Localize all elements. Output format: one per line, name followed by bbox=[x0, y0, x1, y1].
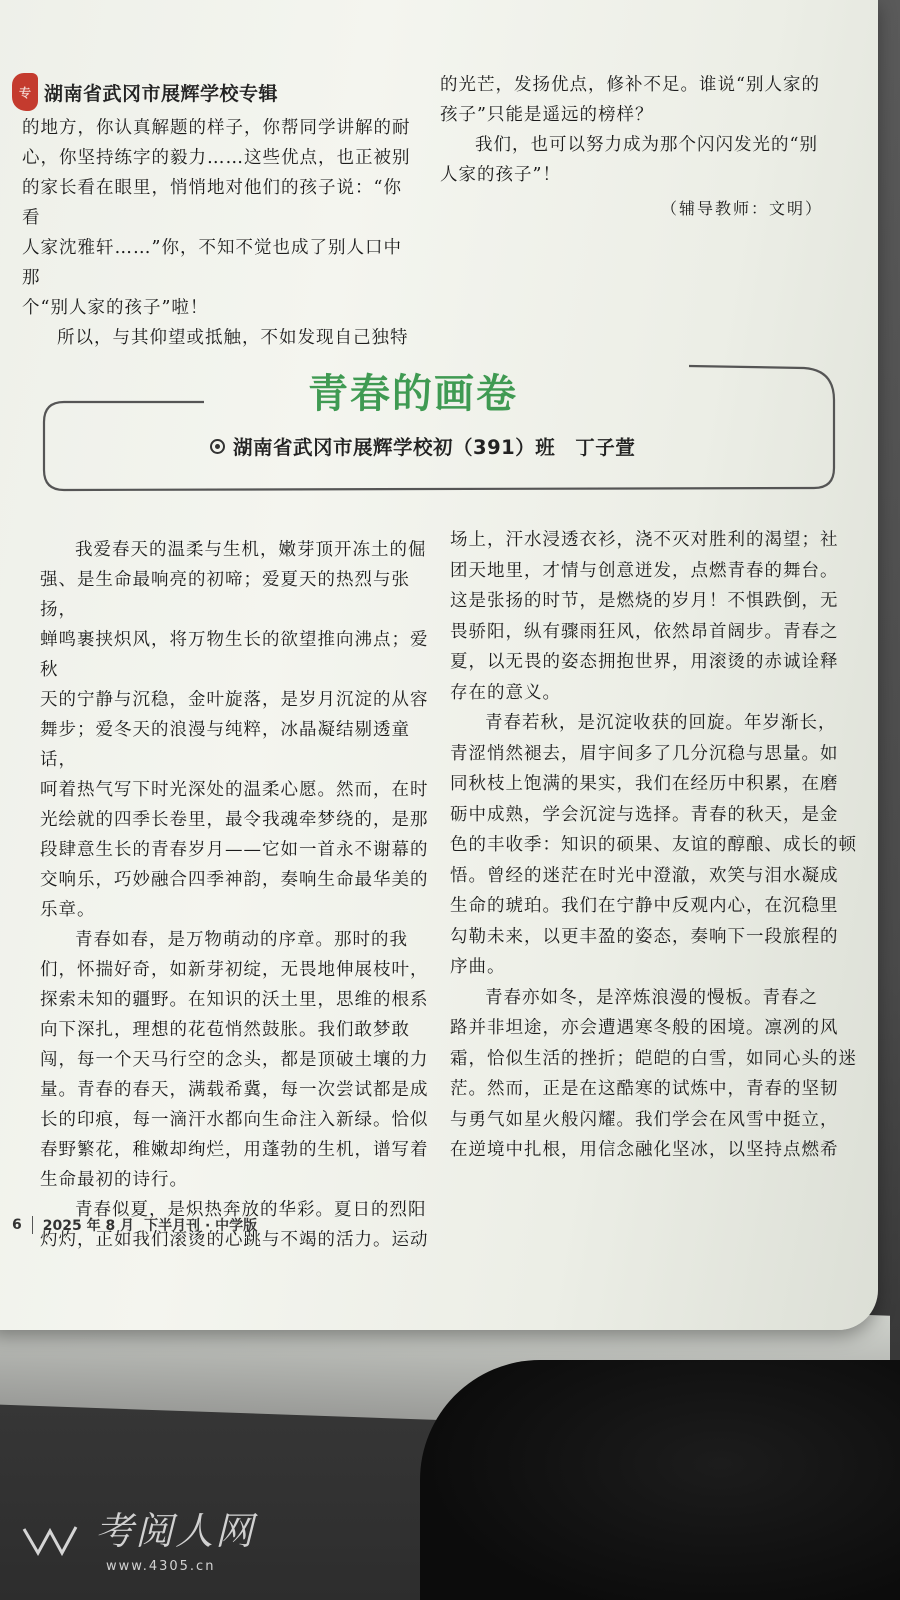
watermark-logo-icon bbox=[20, 1521, 90, 1559]
text-line: 孩子”只能是遥远的榜样？ bbox=[440, 105, 654, 125]
text-line: 我爱春天的温柔与生机，嫩芽顶开冻土的倔 bbox=[75, 540, 427, 560]
text-line: 春野繁花，稚嫩却绚烂，用蓬勃的生机，谱写着 bbox=[40, 1140, 429, 1160]
text-line: 与勇气如星火般闪耀。我们学会在风雪中挺立， bbox=[450, 1109, 839, 1130]
byline-text: 湖南省武冈市展辉学校初（391）班 丁子萱 bbox=[233, 436, 636, 459]
hand-shadow bbox=[420, 1360, 900, 1600]
text-line: 闯，每一个天马行空的念头，都是顶破土壤的力 bbox=[40, 1050, 429, 1070]
text-line: 的光芒，发扬优点，修补不足。谁说“别人家的 bbox=[440, 75, 820, 95]
red-seal-icon: 专 bbox=[12, 73, 38, 111]
text-line: 心，你坚持练字的毅力……这些优点，也正被别 bbox=[22, 148, 411, 168]
text-line: 人家的孩子”！ bbox=[440, 165, 561, 185]
issue-date: 2025 年 8 月 bbox=[42, 1218, 135, 1234]
footer-divider bbox=[32, 1216, 33, 1234]
text-line: 存在的意义。 bbox=[450, 682, 561, 703]
text-line: 畏骄阳，纵有骤雨狂风，依然昂首阔步。青春之 bbox=[450, 621, 839, 642]
text-line: 团天地里，才情与创意迸发，点燃青春的舞台。 bbox=[450, 560, 839, 581]
text-line: 段肆意生长的青春岁月——它如一首永不谢幕的 bbox=[40, 840, 429, 860]
text-line: 在逆境中扎根，用信念融化坚冰，以坚持点燃希 bbox=[450, 1140, 839, 1160]
text-line: 青春似夏，是炽热奔放的华彩。夏日的烈阳 bbox=[75, 1200, 427, 1220]
text-line: 青涩悄然褪去，眉宇间多了几分沉稳与思量。如 bbox=[450, 743, 839, 764]
text-line: 所以，与其仰望或抵触，不如发现自己独特 bbox=[57, 328, 409, 348]
text-line: 蝉鸣裹挟炽风，将万物生长的欲望推向沸点；爱秋 bbox=[40, 630, 429, 680]
text-line: 天的宁静与沉稳，金叶旋落，是岁月沉淀的从容 bbox=[40, 690, 429, 710]
text-line: 青春若秋，是沉淀收获的回旋。年岁渐长， bbox=[485, 713, 837, 733]
text-line: 场上，汗水浸透衣衫，浇不灭对胜利的渴望；社 bbox=[450, 530, 839, 550]
text-line: 人家沈雅轩……”你，不知不觉也成了别人口中那 bbox=[22, 238, 402, 288]
text-line: 序曲。 bbox=[450, 957, 506, 977]
text-line: 霜，恰似生活的挫折；皑皑的白雪，如同心头的迷 bbox=[450, 1048, 857, 1069]
prev-article-left-column bbox=[22, 113, 417, 353]
text-line: 舞步；爱冬天的浪漫与纯粹，冰晶凝结剔透童话， bbox=[40, 720, 410, 770]
bullet-circle-icon bbox=[210, 439, 225, 454]
text-line: 灼灼，正如我们滚烫的心跳与不竭的活力。运动 bbox=[40, 1230, 429, 1250]
text-line: 同秋枝上饱满的果实，我们在经历中积累，在磨 bbox=[450, 774, 839, 794]
text-line: 呵着热气写下时光深处的温柔心愿。然而，在时 bbox=[40, 780, 429, 800]
text-line: 砺中成熟，学会沉淀与选择。青春的秋天，是金 bbox=[450, 804, 839, 825]
page-footer bbox=[12, 1215, 257, 1235]
text-line: 个“别人家的孩子”啦！ bbox=[22, 298, 209, 318]
text-line: 向下深扎，理想的花苞悄然鼓胀。我们敢梦敢 bbox=[40, 1020, 410, 1040]
article-left-column bbox=[40, 535, 440, 1255]
text-line: 茫。然而，正是在这酷寒的试炼中，青春的坚韧 bbox=[450, 1079, 839, 1099]
text-line: 长的印痕，每一滴汗水都向生命注入新绿。恰似 bbox=[40, 1110, 429, 1130]
watermark-text: 考阅人网 bbox=[95, 1509, 256, 1553]
article-title: 青春的画卷 bbox=[308, 371, 518, 417]
text-line: 光绘就的四季长卷里，最令我魂牵梦绕的，是那 bbox=[40, 810, 429, 830]
school-banner bbox=[12, 72, 278, 112]
teacher-credit: （辅导教师：文明） bbox=[660, 199, 823, 218]
watermark-url: www.4305.cn bbox=[106, 1558, 216, 1574]
text-line: 青春如春，是万物萌动的序章。那时的我 bbox=[75, 930, 408, 950]
site-watermark bbox=[20, 1500, 255, 1574]
text-line: 量。青春的春天，满载希冀，每一次尝试都是成 bbox=[40, 1080, 429, 1100]
text-line: 的家长看在眼里，悄悄地对他们的孩子说：“你看 bbox=[22, 178, 402, 228]
text-line: 这是张扬的时节，是燃烧的岁月！不惧跌倒，无 bbox=[450, 591, 839, 611]
page-number: 6 bbox=[12, 1217, 22, 1233]
text-line: 我们，也可以努力成为那个闪闪发光的“别 bbox=[475, 135, 818, 155]
article-right-column bbox=[450, 525, 860, 1166]
text-line: 色的丰收季：知识的硕果、友谊的醇酿、成长的顿 bbox=[450, 835, 857, 855]
text-line: 生命最初的诗行。 bbox=[40, 1170, 188, 1190]
text-line: 青春亦如冬，是淬炼浪漫的慢板。青春之 bbox=[485, 987, 818, 1008]
text-line: 悟。曾经的迷茫在时光中澄澈，欢笑与泪水凝成 bbox=[450, 865, 839, 886]
prev-article-right-column bbox=[440, 70, 850, 190]
text-line: 勾勒未来，以更丰盈的姿态，奏响下一段旅程的 bbox=[450, 926, 839, 947]
text-line: 夏，以无畏的姿态拥抱世界，用滚烫的赤诚诠释 bbox=[450, 652, 839, 672]
issue-edition: 下半月刊 · 中学版 bbox=[144, 1218, 258, 1234]
text-line: 强、是生命最响亮的初啼；爱夏天的热烈与张扬， bbox=[40, 570, 410, 620]
text-line: 生命的琥珀。我们在宁静中反观内心，在沉稳里 bbox=[450, 896, 839, 916]
text-line: 探索未知的疆野。在知识的沃土里，思维的根系 bbox=[40, 990, 429, 1010]
byline bbox=[210, 432, 635, 460]
text-line: 们，怀揣好奇，如新芽初绽，无畏地伸展枝叶， bbox=[40, 960, 429, 980]
text-line: 的地方，你认真解题的样子，你帮同学讲解的耐 bbox=[22, 118, 411, 138]
text-line: 路并非坦途，亦会遭遇寒冬般的困境。凛冽的风 bbox=[450, 1018, 839, 1038]
text-line: 交响乐，巧妙融合四季神韵，奏响生命最华美的 bbox=[40, 870, 429, 890]
school-banner-text: 湖南省武冈市展辉学校专辑 bbox=[44, 82, 279, 105]
text-line: 乐章。 bbox=[40, 900, 96, 920]
